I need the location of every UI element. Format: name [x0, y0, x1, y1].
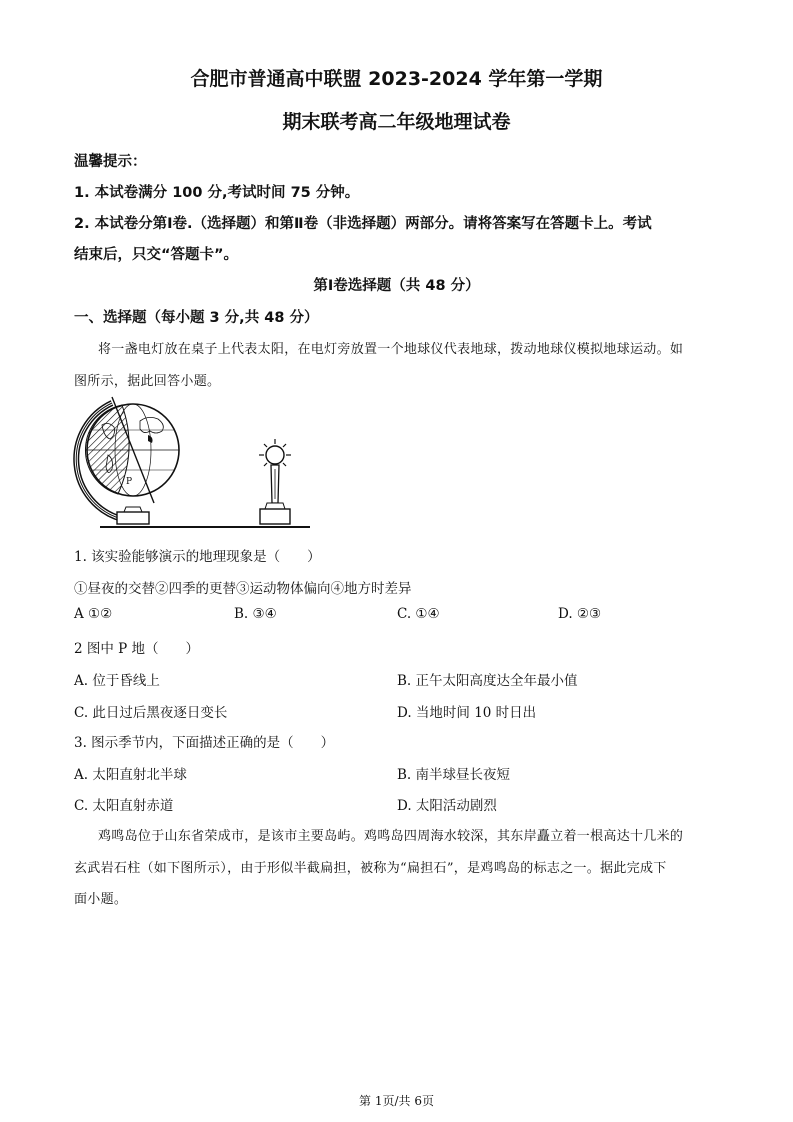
globe-lamp-figure [70, 395, 315, 535]
q3-option-d: D. 太阳活动剧烈 [397, 798, 497, 814]
q2-option-c: C. 此日过后黑夜逐日变长 [74, 705, 228, 721]
q3-option-b: B. 南半球昼长夜短 [397, 767, 511, 783]
q1-option-b: B. ③④ [234, 606, 277, 622]
q3-option-a: A. 太阳直射北半球 [74, 767, 187, 783]
part-title: 一、选择题（每小题 3 分,共 48 分） [74, 310, 319, 326]
point-p-label: P [126, 477, 133, 487]
volume-title: 第Ⅰ卷选择题（共 48 分） [313, 278, 480, 294]
q2-stem: 2 图中 P 地（ ） [74, 641, 200, 657]
passage2-line1: 鸡鸣岛位于山东省荣成市，是该市主要岛屿。鸡鸣岛四周海水较深，其东岸矗立着一根高达十几米的 [98, 829, 684, 844]
q1-option-a: A ①② [74, 606, 113, 622]
notice-line2b: 结束后，只交“答题卡”。 [74, 247, 239, 263]
passage1-line2: 图所示，据此回答小题。 [74, 374, 221, 389]
lamp-sun-icon [259, 439, 291, 466]
exam-title-line1: 合肥市普通高中联盟 2023-2024 学年第一学期 [190, 68, 603, 90]
q1-items: ①昼夜的交替②四季的更替③运动物体偏向④地方时差异 [74, 581, 412, 597]
page-footer: 第 1页/共 6页 [359, 1094, 434, 1108]
lamp-base [260, 509, 290, 524]
passage1-line1: 将一盏电灯放在桌子上代表太阳，在电灯旁放置一个地球仪代表地球，拨动地球仪模拟地球运动。如 [98, 342, 684, 357]
q1-stem: 1. 该实验能够演示的地理现象是（ ） [74, 549, 321, 565]
q2-option-b: B. 正午太阳高度达全年最小值 [397, 673, 578, 689]
q1-option-d: D. ②③ [558, 606, 602, 622]
q2-option-a: A. 位于昏线上 [74, 673, 160, 689]
q3-stem: 3. 图示季节内，下面描述正确的是（ ） [74, 735, 335, 751]
passage2-line3: 面小题。 [74, 892, 128, 907]
q1-option-c: C. ①④ [397, 606, 440, 622]
globe-base [117, 512, 149, 524]
q2-option-d: D. 当地时间 10 时日出 [397, 705, 537, 721]
exam-title-line2: 期末联考高二年级地理试卷 [282, 111, 511, 133]
notice-line1: 1. 本试卷满分 100 分,考试时间 75 分钟。 [74, 185, 360, 201]
notice-line2a: 2. 本试卷分第Ⅰ卷.（选择题）和第Ⅱ卷（非选择题）两部分。请将答案写在答题卡上。考试 [74, 216, 652, 232]
passage2-line2: 玄武岩石柱（如下图所示），由于形似半截扁担，被称为“扁担石”，是鸡鸣岛的标志之一。据此完成下 [74, 861, 667, 876]
notice-heading: 温馨提示： [74, 154, 147, 170]
q3-option-c: C. 太阳直射赤道 [74, 798, 174, 814]
